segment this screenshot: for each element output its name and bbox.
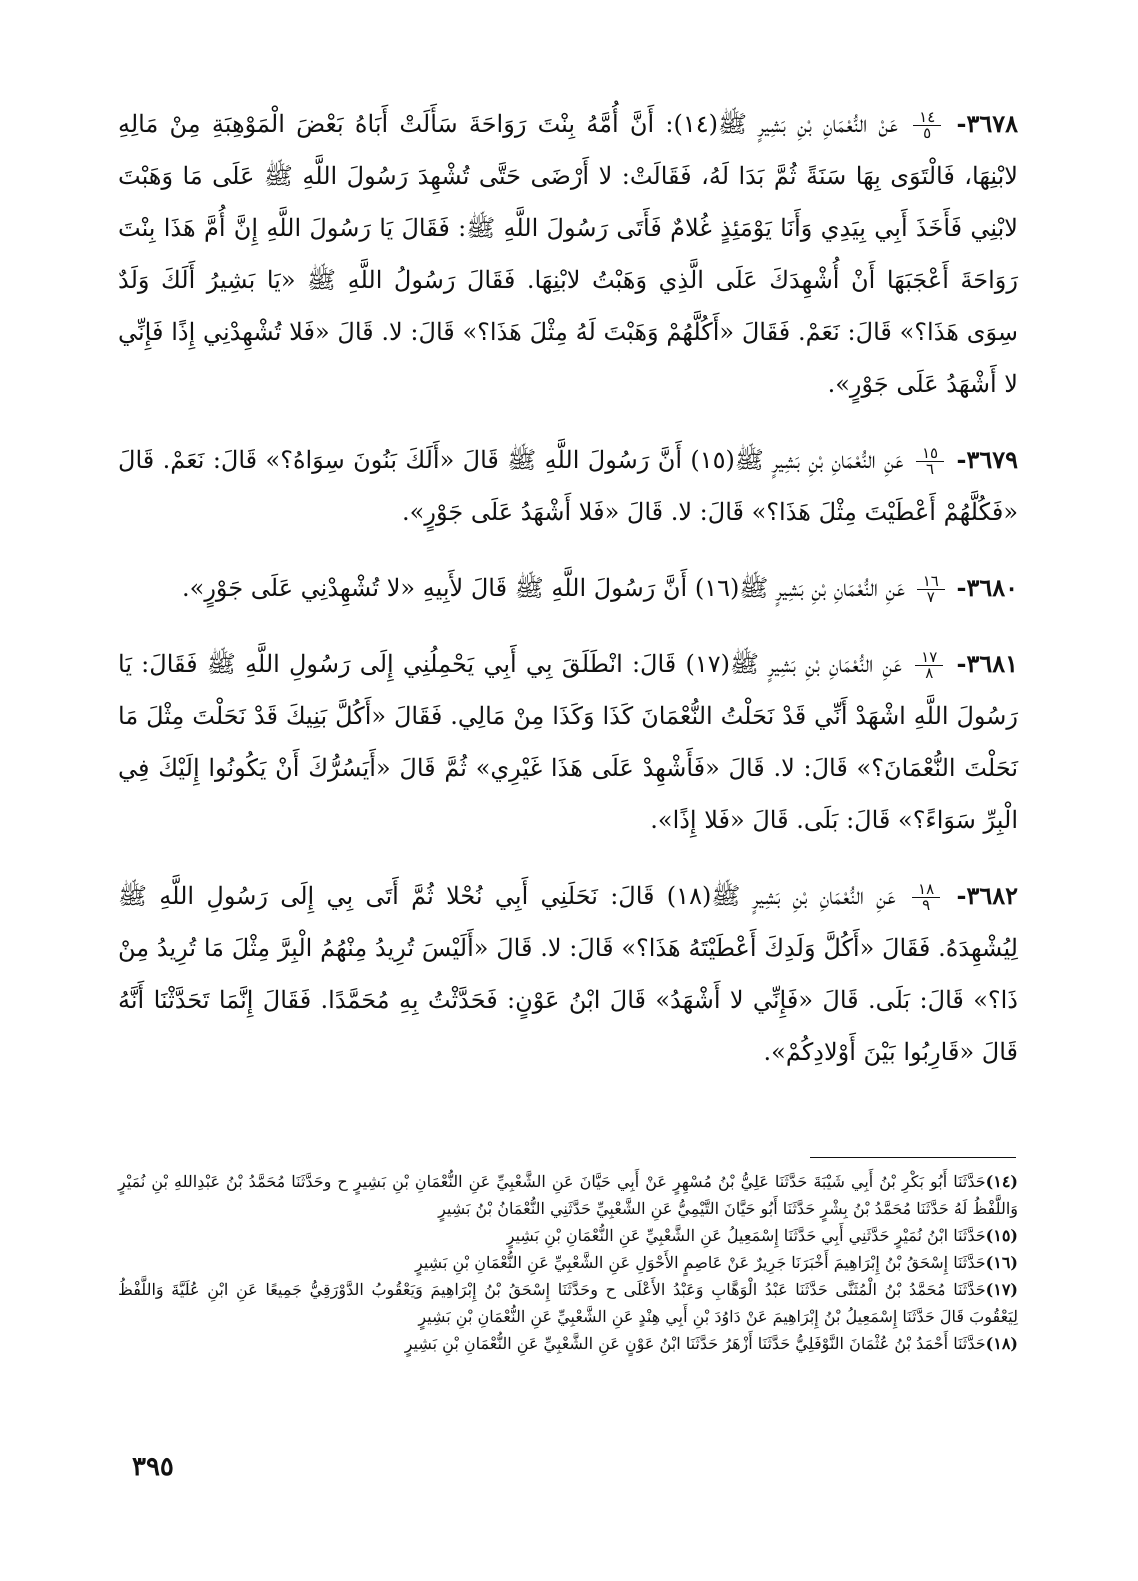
hadith-3681 (118, 638, 1018, 846)
footnote-divider (810, 1157, 1016, 1158)
footnote-text: حَدَّثَنَا أَحْمَدُ بْنُ عُثْمَانَ النَّوْفَلِيُّ حَدَّثَنَا أَزْهَرُ حَدَّثَنَا ابْنُ عَوْنٍ عَنِ الشَّعْبِيِّ عَنِ النُّعْمَانِ بْنِ بَشِيرٍ (404, 1334, 986, 1353)
hadith-text: عَنْ النُّعْمَانِ بْنِ بَشِيرٍ ﷺ(١٤): أَنَّ أُمَّهُ بِنْتَ رَوَاحَةَ سَأَلَتْ أَبَاهُ بَعْضَ الْمَوْهِبَةِ مِنْ مَالِهِ لابْنِهَا، فَالْتَوَى بِهَا سَنَةً ثُمَّ بَدَا لَهُ، فَقَالَتْ: لا أَرْضَى حَتَّى تُشْهِدَ رَسُولَ اللَّهِ ﷺ عَلَى مَا وَهَبْتَ لابْنِي فَأَخَذَ أَبِي بِيَدِي وَأَنَا يَوْمَئِذٍ غُلامٌ فَأَتَى رَسُولَ اللَّهِ ﷺ: فَقَالَ يَا رَسُولَ اللَّهِ إِنَّ أُمَّ هَذَا بِنْتَ رَوَاحَةَ أَعْجَبَهَا أَنْ أُشْهِدَكَ عَلَى الَّذِي وَهَبْتُ لابْنِهَا. فَقَالَ رَسُولُ اللَّهِ ﷺ «يَا بَشِيرُ أَلَكَ وَلَدٌ سِوَى هَذَا؟» قَالَ: نَعَمْ. فَقَالَ «أَكُلَّهُمْ وَهَبْتَ لَهُ مِثْلَ هَذَا؟» قَالَ: لا. قَالَ «فَلا تُشْهِدْنِي إِذًا فَإِنِّي لا أَشْهَدُ عَلَى جَوْرٍ». (118, 110, 1018, 398)
hadith-fraction (913, 110, 941, 141)
footnote-text: حَدَّثَنَا إِسْحَقُ بْنُ إِبْرَاهِيمَ أَخْبَرَنَا جَرِيرٌ عَنْ عَاصِمٍ الأَحْوَلِ عَنِ الشَّعْبِيِّ عَنِ النُّعْمَانِ بْنِ بَشِيرٍ (415, 1253, 986, 1272)
hadith-number: ٣٦٨٢- (956, 881, 1018, 910)
page-number: ٣٩٥ (132, 1452, 174, 1482)
footnote-ref: (١٥) (985, 1226, 1018, 1245)
footnote-ref: (١٧) (985, 1280, 1018, 1299)
hadith-fraction (912, 882, 940, 913)
hadith-fraction (916, 446, 944, 477)
footnote-ref: (١٨) (985, 1334, 1018, 1353)
hadith-3680 (118, 562, 1018, 614)
footnote-17 (118, 1276, 1018, 1330)
hadith-number: ٣٦٧٨- (956, 109, 1018, 138)
fraction-top: ١٨ (912, 882, 940, 898)
fraction-top: ١٧ (915, 650, 943, 666)
footnote-text: حَدَّثَنَا مُحَمَّدُ بْنُ الْمُثَنَّى حَدَّثَنَا عَبْدُ الْوَهَّابِ وَعَبْدُ الأَعْلَى ح وحَدَّثَنَا إِسْحَقُ بْنُ إِبْرَاهِيمَ وَيَعْقُوبُ الدَّوْرَقِيُّ جَمِيعًا عَنِ ابْنِ عُلَيَّةَ وَاللَّفْظُ لِيَعْقُوبَ قَالَ حَدَّثَنَا إِسْمَعِيلُ بْنُ إِبْرَاهِيمَ عَنْ دَاوُدَ بْنِ أَبِي هِنْدٍ عَنِ الشَّعْبِيِّ عَنِ النُّعْمَانِ بْنِ بَشِيرٍ (118, 1280, 1018, 1326)
footnote-14 (118, 1168, 1018, 1222)
hadith-3682 (118, 870, 1018, 1078)
footnote-text: حَدَّثَنَا ابْنُ نُمَيْرٍ حَدَّثَنِي أَبِي حَدَّثَنَا إِسْمَعِيلُ عَنِ الشَّعْبِيِّ عَنِ النُّعْمَانِ بْنِ بَشِيرٍ (506, 1226, 986, 1245)
hadith-3678 (118, 98, 1018, 410)
footnote-15 (118, 1222, 1018, 1249)
fraction-top: ١٤ (913, 110, 941, 126)
fraction-bottom: ٥ (923, 124, 932, 142)
footnote-ref: (١٦) (985, 1253, 1018, 1272)
fraction-top: ١٥ (916, 446, 944, 462)
footnote-ref: (١٤) (985, 1172, 1018, 1191)
footnotes (118, 1168, 1018, 1357)
hadith-fraction (917, 574, 945, 605)
fraction-bottom: ٩ (922, 896, 931, 914)
fraction-bottom: ٨ (925, 664, 934, 682)
fraction-bottom: ٦ (926, 460, 935, 478)
hadith-body (118, 98, 1018, 1102)
fraction-top: ١٦ (917, 574, 945, 590)
footnote-text: حَدَّثَنَا أَبُو بَكْرِ بْنُ أَبِي شَيْبَةَ حَدَّثَنَا عَلِيُّ بْنُ مُسْهِرٍ عَنْ أَبِي حَيَّانَ عَنِ الشَّعْبِيِّ عَنِ النُّعْمَانِ بْنِ بَشِيرٍ ح وحَدَّثَنَا مُحَمَّدُ بْنُ عَبْدِاللهِ بْنِ نُمَيْرٍ وَاللَّفْظُ لَهُ حَدَّثَنَا مُحَمَّدُ بْنُ بِشْرٍ حَدَّثَنَا أَبُو حَيَّانَ التَّيْمِيُّ عَنِ الشَّعْبِيِّ حَدَّثَنِي النُّعْمَانُ بْنُ بَشِيرٍ (118, 1172, 1018, 1218)
hadith-number: ٣٦٨٠- (956, 573, 1018, 602)
hadith-number: ٣٦٨١- (956, 649, 1019, 678)
hadith-text: عَنِ النُّعْمَانِ بْنِ بَشِيرٍ ﷺ(١٨) قَالَ: نَحَلَنِي أَبِي نُحْلا ثُمَّ أَتَى بِي إِلَى رَسُولِ اللَّهِ ﷺ لِيُشْهِدَهُ. فَقَالَ «أَكُلَّ وَلَدِكَ أَعْطَيْتَهُ هَذَا؟» قَالَ: لا. قَالَ «أَلَيْسَ تُرِيدُ مِنْهُمُ الْبِرَّ مِثْلَ مَا تُرِيدُ مِنْ ذَا؟» قَالَ: بَلَى. قَالَ «فَإِنِّي لا أَشْهَدُ» قَالَ ابْنُ عَوْنٍ: فَحَدَّثْتُ بِهِ مُحَمَّدًا. فَقَالَ إِنَّمَا تَحَدَّثْنَا أَنَّهُ قَالَ «قَارِبُوا بَيْنَ أَوْلادِكُمْ». (118, 882, 1018, 1066)
hadith-text: عَنِ النُّعْمَانِ بْنِ بَشِيرٍ ﷺ(١٧) قَالَ: انْطَلَقَ بِي أَبِي يَحْمِلُنِي إِلَى رَسُولِ اللَّهِ ﷺ فَقَالَ: يَا رَسُولَ اللَّهِ اشْهَدْ أَنِّي قَدْ نَحَلْتُ النُّعْمَانَ كَذَا وَكَذَا مِنْ مَالِي. فَقَالَ «أَكُلَّ بَنِيكَ قَدْ نَحَلْتَ مِثْلَ مَا نَحَلْتَ النُّعْمَانَ؟» قَالَ: لا. قَالَ «فَأَشْهِدْ عَلَى هَذَا غَيْرِي» ثُمَّ قَالَ «أَيَسُرُّكَ أَنْ يَكُونُوا إِلَيْكَ فِي الْبِرِّ سَوَاءً؟» قَالَ: بَلَى. قَالَ «فَلا إِذًا». (118, 650, 1018, 834)
hadith-text: عَنِ النُّعْمَانِ بْنِ بَشِيرٍ ﷺ(١٥) أَنَّ رَسُولَ اللَّهِ ﷺ قَالَ «أَلَكَ بَنُونَ سِوَاهُ؟» قَالَ: نَعَمْ. قَالَ «فَكُلَّهُمْ أَعْطَيْتَ مِثْلَ هَذَا؟» قَالَ: لا. قَالَ «فَلا أَشْهَدُ عَلَى جَوْرٍ». (118, 446, 1018, 526)
hadith-text: عَنِ النُّعْمَانِ بْنِ بَشِيرٍ ﷺ(١٦) أَنَّ رَسُولَ اللَّهِ ﷺ قَالَ لأَبِيهِ «لا تُشْهِدْنِي عَلَى جَوْرٍ». (182, 574, 906, 602)
hadith-fraction (915, 650, 943, 681)
fraction-bottom: ٧ (926, 588, 935, 606)
hadith-number: ٣٦٧٩- (956, 445, 1019, 474)
footnote-16 (118, 1249, 1018, 1276)
footnote-18 (118, 1330, 1018, 1357)
hadith-3679 (118, 434, 1018, 538)
